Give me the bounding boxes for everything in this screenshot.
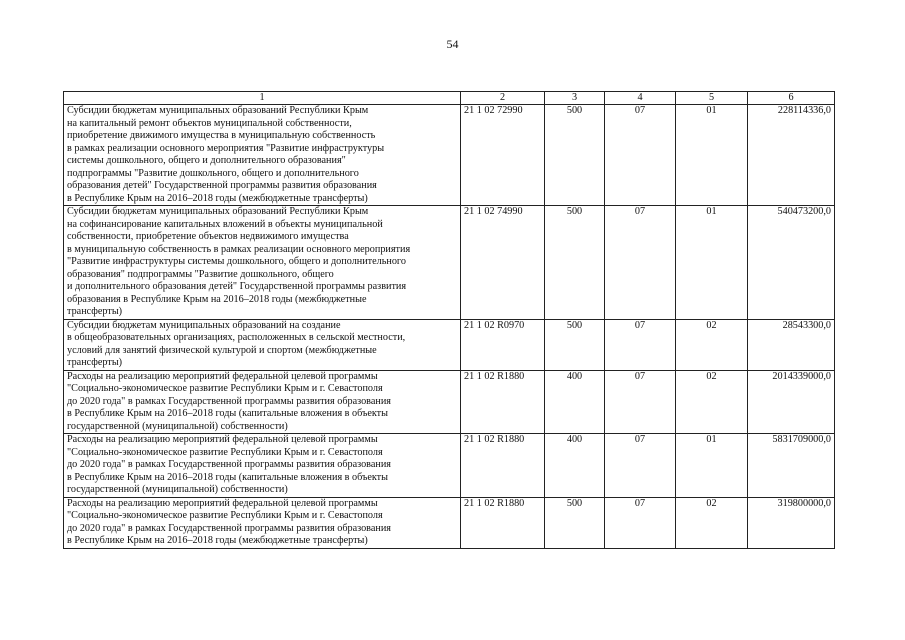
subsection-code: 01 bbox=[676, 206, 748, 320]
expense-type: 400 bbox=[545, 370, 605, 434]
subsection-code: 01 bbox=[676, 434, 748, 498]
expense-description: Субсидии бюджетам муниципальных образований Республики Крым на софинансирование капитальных вложений в объекты муниципальной собственности, приобретение объектов недвижимого имущества в муниципальную собственность в рамках реализации основного мероприятия "Развитие инфраструктуры системы дошкольного, общего и дополнительного образования" подпрограммы "Развитие дошкольного, общего и дополнительного образования детей" Государственной программы развития образования в Республике Крым на 2016–2018 годы (межбюджетные трансферты) bbox=[64, 206, 461, 320]
subsection-code: 02 bbox=[676, 319, 748, 370]
amount: 28543300,0 bbox=[748, 319, 835, 370]
section-code: 07 bbox=[605, 434, 676, 498]
budget-code: 21 1 02 R1880 bbox=[461, 497, 545, 548]
expense-type: 500 bbox=[545, 206, 605, 320]
table-row bbox=[64, 319, 835, 370]
expense-type: 500 bbox=[545, 497, 605, 548]
column-header: 5 bbox=[676, 92, 748, 105]
column-header: 3 bbox=[545, 92, 605, 105]
budget-table bbox=[63, 91, 835, 549]
section-code: 07 bbox=[605, 370, 676, 434]
expense-description: Субсидии бюджетам муниципальных образований Республики Крым на капитальный ремонт объектов муниципальной собственности, приобретение движимого имущества в муниципальную собственность в рамках реализации основного мероприятия "Развитие инфраструктуры системы дошкольного, общего и дополнительного образования" подпрограммы "Развитие дошкольного, общего и дополнительного образования детей" Государственной программы развития образования в Республике Крым на 2016–2018 годы (межбюджетные трансферты) bbox=[64, 105, 461, 206]
subsection-code: 01 bbox=[676, 105, 748, 206]
expense-description: Субсидии бюджетам муниципальных образований на создание в общеобразовательных организациях, расположенных в сельской местности, условий для занятий физической культурой и спортом (межбюджетные трансферты) bbox=[64, 319, 461, 370]
section-code: 07 bbox=[605, 497, 676, 548]
column-header: 2 bbox=[461, 92, 545, 105]
section-code: 07 bbox=[605, 319, 676, 370]
amount: 319800000,0 bbox=[748, 497, 835, 548]
expense-type: 400 bbox=[545, 434, 605, 498]
table-row bbox=[64, 434, 835, 498]
amount: 5831709000,0 bbox=[748, 434, 835, 498]
table-row bbox=[64, 370, 835, 434]
table-row bbox=[64, 105, 835, 206]
table-header-row bbox=[64, 92, 835, 105]
expense-description: Расходы на реализацию мероприятий федеральной целевой программы "Социально-экономическое развитие Республики Крым и г. Севастополя до 2020 года" в рамках Государственной программы развития образования в Республике Крым на 2016–2018 годы (капитальные вложения в объекты государственной (муниципальной) собственности) bbox=[64, 434, 461, 498]
expense-type: 500 bbox=[545, 105, 605, 206]
budget-code: 21 1 02 72990 bbox=[461, 105, 545, 206]
amount: 540473200,0 bbox=[748, 206, 835, 320]
expense-description: Расходы на реализацию мероприятий федеральной целевой программы "Социально-экономическое развитие Республики Крым и г. Севастополя до 2020 года" в рамках Государственной программы развития образования в Республике Крым на 2016–2018 годы (капитальные вложения в объекты государственной (муниципальной) собственности) bbox=[64, 370, 461, 434]
budget-code: 21 1 02 74990 bbox=[461, 206, 545, 320]
column-header: 6 bbox=[748, 92, 835, 105]
budget-code: 21 1 02 R0970 bbox=[461, 319, 545, 370]
section-code: 07 bbox=[605, 105, 676, 206]
table-row bbox=[64, 206, 835, 320]
expense-description: Расходы на реализацию мероприятий федеральной целевой программы "Социально-экономическое развитие Республики Крым и г. Севастополя до 2020 года" в рамках Государственной программы развития образования в Республике Крым на 2016–2018 годы (межбюджетные трансферты) bbox=[64, 497, 461, 548]
subsection-code: 02 bbox=[676, 497, 748, 548]
expense-type: 500 bbox=[545, 319, 605, 370]
budget-code: 21 1 02 R1880 bbox=[461, 434, 545, 498]
column-header: 1 bbox=[64, 92, 461, 105]
page-number: 54 bbox=[446, 37, 459, 51]
amount: 2014339000,0 bbox=[748, 370, 835, 434]
section-code: 07 bbox=[605, 206, 676, 320]
table-row bbox=[64, 497, 835, 548]
budget-code: 21 1 02 R1880 bbox=[461, 370, 545, 434]
column-header: 4 bbox=[605, 92, 676, 105]
subsection-code: 02 bbox=[676, 370, 748, 434]
amount: 228114336,0 bbox=[748, 105, 835, 206]
